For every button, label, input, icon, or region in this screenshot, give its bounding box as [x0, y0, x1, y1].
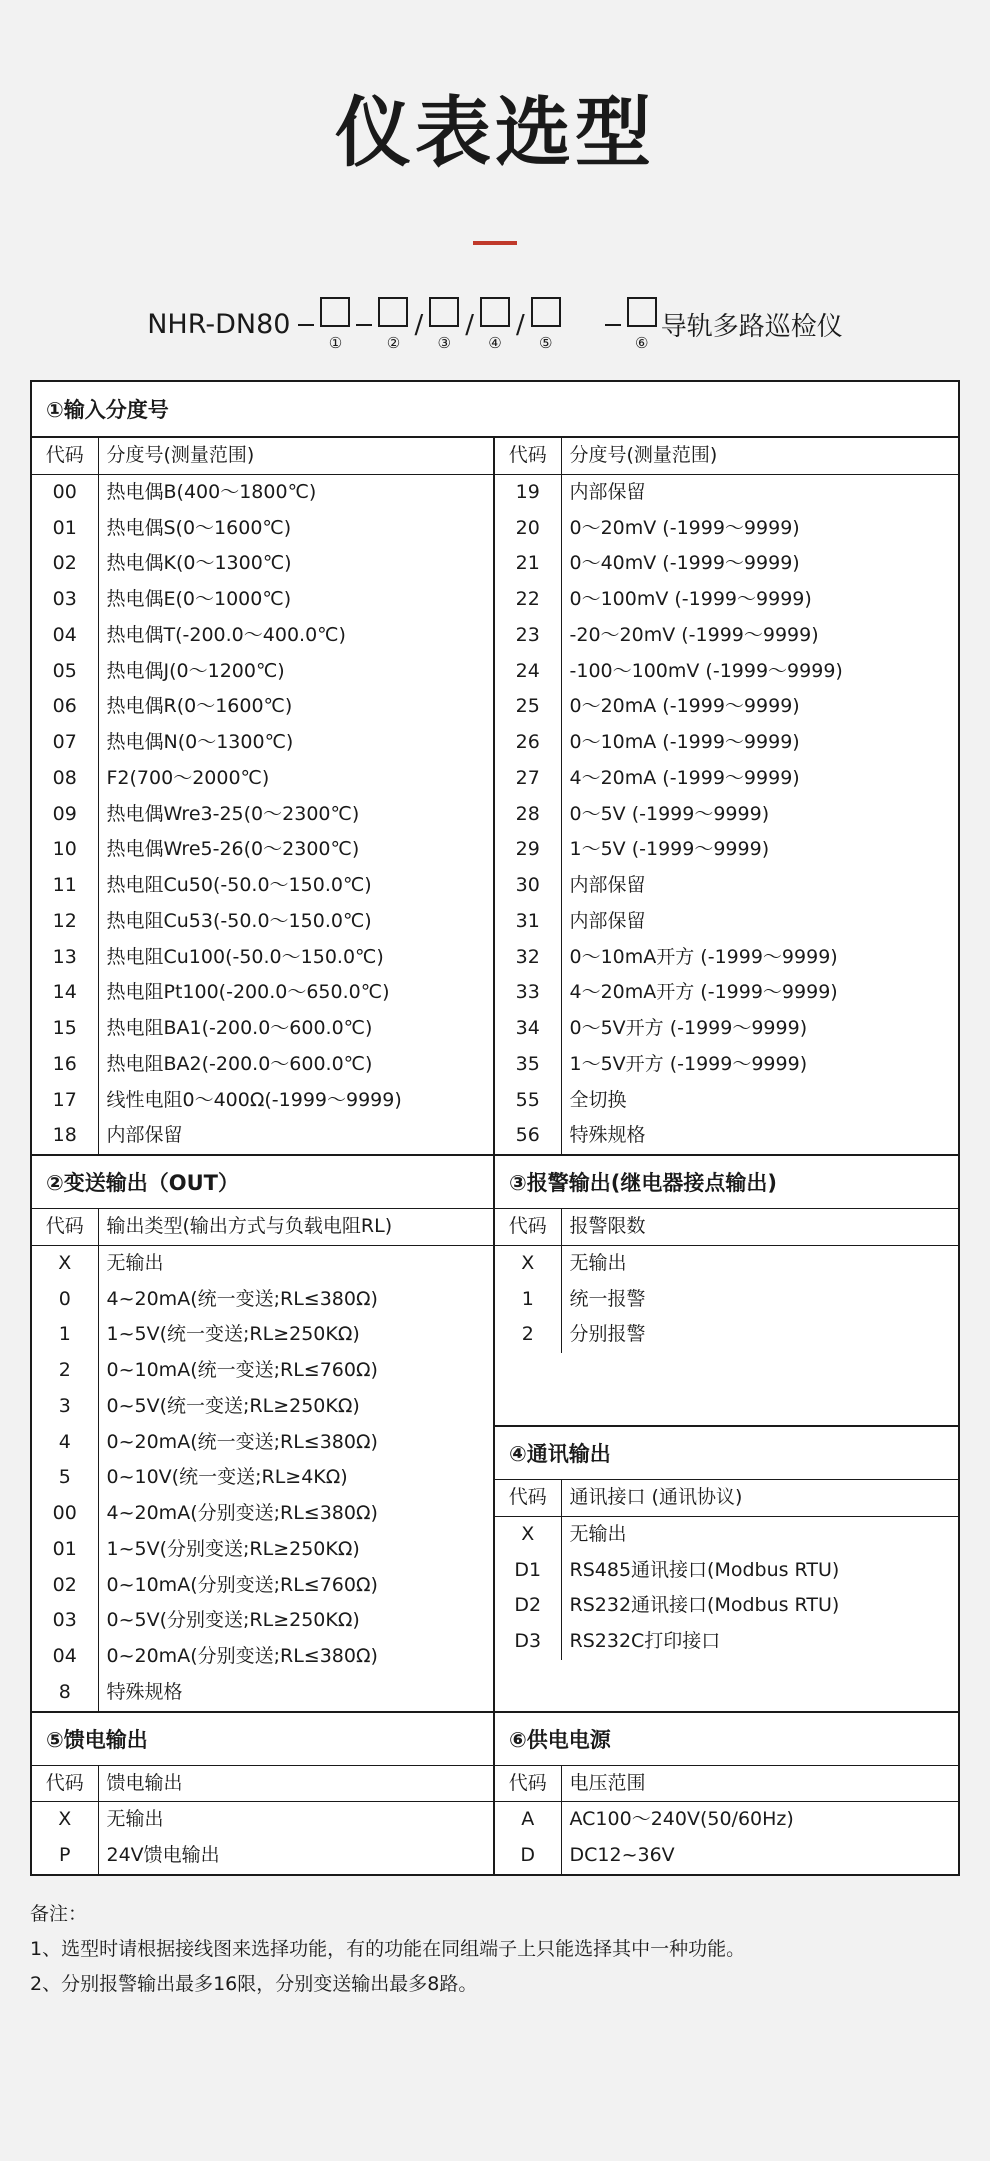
- row-value: 0～5V开方 (-1999～9999): [569, 1017, 808, 1039]
- col-header-code: 代码: [32, 438, 98, 474]
- row-code: 20: [495, 511, 561, 547]
- table-row: [32, 1425, 493, 1461]
- section-5-heading: ⑤馈电输出: [32, 1713, 493, 1766]
- table-row: [32, 689, 493, 725]
- table-row: [495, 1624, 958, 1660]
- row-code: 1: [495, 1282, 561, 1318]
- table-row: [495, 1047, 958, 1083]
- row-value: 热电偶R(0～1600℃): [106, 695, 293, 718]
- model-slash-3: /: [516, 309, 525, 340]
- model-dash-1: [298, 324, 314, 326]
- row-value: 0~10mA(分别变送;RL≤760Ω): [106, 1573, 378, 1596]
- table-row: [495, 1838, 958, 1874]
- row-value: 0~10mA(统一变送;RL≤760Ω): [106, 1359, 378, 1381]
- col-header-code: 代码: [32, 1209, 98, 1245]
- model-slot-box-6[interactable]: [627, 297, 657, 327]
- model-slot-box-4[interactable]: [480, 297, 510, 327]
- table-row: [495, 832, 958, 868]
- col-header-code: 代码: [495, 1209, 561, 1245]
- row-value: 内部保留: [106, 1124, 183, 1147]
- model-dash-2: [356, 324, 372, 326]
- row-value: 热电阻Cu100(-50.0～150.0℃): [106, 945, 384, 968]
- table-header-row: [495, 1209, 958, 1245]
- row-value: 0~20mA(统一变送;RL≤380Ω): [106, 1430, 378, 1453]
- table-row: [32, 1353, 493, 1389]
- row-value: 热电偶J(0～1200℃): [106, 659, 285, 682]
- row-code: 26: [495, 725, 561, 761]
- row-value: -20～20mV (-1999～9999): [569, 623, 819, 646]
- table-row: [495, 1588, 958, 1624]
- table-row: [32, 1011, 493, 1047]
- section-2-3-4-body: [32, 1154, 958, 1711]
- model-slot-number-5: ⑤: [539, 334, 553, 352]
- section-1-left-column: [32, 438, 495, 1154]
- model-slot-number-6: ⑥: [635, 334, 649, 352]
- note-line-1: 1、选型时请根据接线图来选择功能，有的功能在同组端子上只能选择其中一种功能。: [30, 1938, 746, 1960]
- row-code: 19: [495, 474, 561, 510]
- row-code: 01: [32, 511, 98, 547]
- row-code: 14: [32, 975, 98, 1011]
- row-value: 1~5V(分别变送;RL≥250KΩ): [106, 1537, 360, 1560]
- section-6-heading: ⑥供电电源: [495, 1713, 958, 1766]
- table-row: [32, 725, 493, 761]
- table-row: [495, 1317, 958, 1353]
- row-code: 00: [32, 1496, 98, 1532]
- section-1-body: [32, 438, 958, 1154]
- table-row: [32, 975, 493, 1011]
- row-code: 11: [32, 868, 98, 904]
- row-code: 18: [32, 1118, 98, 1154]
- table-row: [495, 511, 958, 547]
- row-code: 17: [32, 1083, 98, 1119]
- section-3-4-column: [495, 1156, 958, 1711]
- model-slot-number-3: ③: [437, 334, 451, 352]
- row-value: 24V馈电输出: [106, 1844, 220, 1866]
- row-code: 06: [32, 689, 98, 725]
- row-code: 23: [495, 618, 561, 654]
- col-header-value: 报警限数: [561, 1209, 958, 1245]
- row-value: F2(700～2000℃): [106, 766, 270, 789]
- row-value: 统一报警: [569, 1287, 646, 1310]
- table-row: [32, 1317, 493, 1353]
- row-code: A: [495, 1802, 561, 1838]
- note-line-2: 2、分别报警输出最多16限，分别变送输出最多8路。: [30, 1973, 478, 1996]
- model-slot-3[interactable]: [429, 297, 459, 352]
- table-row: [32, 654, 493, 690]
- row-code: D3: [495, 1624, 561, 1660]
- row-value: 热电偶T(-200.0～400.0℃): [106, 623, 346, 646]
- row-code: 32: [495, 940, 561, 976]
- section-5-table: [32, 1766, 493, 1874]
- row-value: 1～5V开方 (-1999～9999): [569, 1052, 808, 1075]
- model-prefix: NHR-DN80: [147, 309, 291, 340]
- row-code: 02: [32, 546, 98, 582]
- row-code: X: [32, 1245, 98, 1281]
- row-code: 55: [495, 1083, 561, 1119]
- model-slot-number-2: ②: [386, 334, 401, 352]
- row-value: 热电阻Cu50(-50.0～150.0℃): [106, 874, 372, 896]
- table-row: [32, 832, 493, 868]
- table-row: [495, 618, 958, 654]
- table-row: [495, 1282, 958, 1318]
- row-code: 09: [32, 797, 98, 833]
- row-value: 特殊规格: [569, 1124, 646, 1147]
- table-row: [495, 1011, 958, 1047]
- table-row: [32, 1118, 493, 1154]
- row-code: 56: [495, 1118, 561, 1154]
- table-row: [32, 797, 493, 833]
- table-row: [495, 940, 958, 976]
- table-row: [32, 940, 493, 976]
- col-header-code: 代码: [32, 1766, 98, 1802]
- section-1-left-table: [32, 438, 493, 1154]
- table-row: [495, 1553, 958, 1589]
- row-value: 热电偶E(0～1000℃): [106, 588, 292, 610]
- row-value: 4~20mA(统一变送;RL≤380Ω): [106, 1287, 378, 1310]
- row-code: 31: [495, 904, 561, 940]
- row-code: 25: [495, 689, 561, 725]
- row-value: 无输出: [569, 1522, 627, 1545]
- row-value: 热电偶Wre5-26(0～2300℃): [106, 838, 360, 861]
- row-code: 1: [32, 1317, 98, 1353]
- row-value: 0～40mV (-1999～9999): [569, 552, 800, 575]
- page-title: 仪表选型: [335, 88, 655, 177]
- row-value: 热电阻Cu53(-50.0～150.0℃): [106, 909, 372, 932]
- row-value: 0~10V(统一变送;RL≥4KΩ): [106, 1466, 348, 1489]
- row-value: 热电偶K(0～1300℃): [106, 552, 292, 575]
- row-code: 22: [495, 582, 561, 618]
- notes-block: [30, 1898, 960, 2002]
- row-value: 0～10mA开方 (-1999～9999): [569, 945, 838, 968]
- section-1-right-table: [495, 438, 958, 1154]
- col-header-code: 代码: [495, 1480, 561, 1516]
- col-header-code: 代码: [495, 438, 561, 474]
- table-header-row: [32, 1209, 493, 1245]
- row-code: 00: [32, 474, 98, 510]
- table-row: [495, 546, 958, 582]
- row-value: 全切换: [569, 1088, 627, 1111]
- table-row: [495, 1083, 958, 1119]
- section-5-column: [32, 1713, 495, 1874]
- table-row: [32, 1496, 493, 1532]
- row-value: DC12~36V: [569, 1844, 675, 1866]
- model-code-row: [0, 297, 990, 352]
- table-row: [32, 1083, 493, 1119]
- row-code: 35: [495, 1047, 561, 1083]
- row-value: 内部保留: [569, 909, 646, 932]
- table-row: [495, 868, 958, 904]
- row-value: RS232C打印接口: [569, 1630, 721, 1652]
- table-row: [495, 1516, 958, 1552]
- row-value: 无输出: [569, 1251, 627, 1274]
- row-value: 热电阻BA1(-200.0～600.0℃): [106, 1017, 373, 1039]
- row-value: 0~5V(统一变送;RL≥250KΩ): [106, 1394, 360, 1417]
- row-code: 04: [32, 618, 98, 654]
- table-row: [32, 582, 493, 618]
- section-2-column: [32, 1156, 495, 1711]
- table-row: [32, 1603, 493, 1639]
- model-slot-box-3[interactable]: [429, 297, 459, 327]
- row-code: 27: [495, 761, 561, 797]
- row-code: X: [495, 1245, 561, 1281]
- model-slot-box-2[interactable]: [378, 297, 408, 327]
- row-code: 24: [495, 654, 561, 690]
- row-code: 33: [495, 975, 561, 1011]
- row-code: 2: [32, 1353, 98, 1389]
- col-header-value: 分度号(测量范围): [561, 438, 958, 474]
- row-code: D2: [495, 1588, 561, 1624]
- row-value: 内部保留: [569, 874, 646, 896]
- model-slot-6[interactable]: [627, 297, 657, 352]
- table-row: [495, 1118, 958, 1154]
- section-2-heading: ②变送输出（OUT）: [32, 1156, 493, 1209]
- table-row: [32, 1282, 493, 1318]
- table-row: [495, 474, 958, 510]
- model-slot-2[interactable]: [378, 297, 408, 352]
- col-header-value: 通讯接口 (通讯协议): [561, 1480, 958, 1516]
- table-row: [32, 1460, 493, 1496]
- row-code: 34: [495, 1011, 561, 1047]
- title-divider: [473, 241, 517, 245]
- table-row: [495, 582, 958, 618]
- table-row: [495, 761, 958, 797]
- row-value: -100～100mV (-1999～9999): [569, 659, 843, 682]
- row-value: 0～100mV (-1999～9999): [569, 588, 812, 610]
- row-code: 10: [32, 832, 98, 868]
- model-slot-1[interactable]: [320, 297, 350, 352]
- col-header-value: 分度号(测量范围): [98, 438, 493, 474]
- col-header-value: 电压范围: [561, 1766, 958, 1802]
- row-value: 0～10mA (-1999～9999): [569, 731, 800, 753]
- row-code: D1: [495, 1553, 561, 1589]
- row-value: 内部保留: [569, 480, 646, 503]
- table-row: [495, 1245, 958, 1281]
- table-header-row: [495, 1480, 958, 1516]
- row-value: 热电偶B(400～1800℃): [106, 480, 317, 503]
- row-value: 4～20mA (-1999～9999): [569, 766, 800, 789]
- row-value: 无输出: [106, 1808, 164, 1831]
- row-value: 0～5V (-1999～9999): [569, 802, 770, 825]
- row-code: 21: [495, 546, 561, 582]
- table-header-row: [495, 438, 958, 474]
- row-code: 13: [32, 940, 98, 976]
- row-value: 0～20mA (-1999～9999): [569, 695, 800, 718]
- row-code: 02: [32, 1568, 98, 1604]
- table-row: [32, 1568, 493, 1604]
- row-code: P: [32, 1838, 98, 1874]
- row-code: 29: [495, 832, 561, 868]
- section-2-table: [32, 1209, 493, 1711]
- row-value: 0～20mV (-1999～9999): [569, 516, 800, 539]
- section-3-spacer: [495, 1353, 958, 1427]
- section-5-6-body: [32, 1711, 958, 1874]
- row-value: 1～5V (-1999～9999): [569, 838, 770, 861]
- table-row: [495, 1802, 958, 1838]
- model-slot-number-4: ④: [488, 334, 502, 352]
- row-value: 热电阻Pt100(-200.0～650.0℃): [106, 981, 390, 1004]
- row-value: 4~20mA(分别变送;RL≤380Ω): [106, 1502, 378, 1524]
- table-header-row: [32, 1766, 493, 1802]
- row-code: 30: [495, 868, 561, 904]
- model-slash-1: /: [414, 309, 424, 340]
- row-code: 2: [495, 1317, 561, 1353]
- table-row: [32, 868, 493, 904]
- section-6-column: [495, 1713, 958, 1874]
- section-4-table: [495, 1480, 958, 1660]
- row-value: 1~5V(统一变送;RL≥250KΩ): [106, 1323, 360, 1346]
- row-value: AC100～240V(50/60Hz): [569, 1808, 794, 1831]
- row-value: 0~5V(分别变送;RL≥250KΩ): [106, 1609, 360, 1632]
- table-row: [32, 546, 493, 582]
- row-value: RS485通讯接口(Modbus RTU): [569, 1558, 840, 1581]
- row-value: 线性电阻0～400Ω(-1999～9999): [106, 1088, 402, 1111]
- row-value: 0~20mA(分别变送;RL≤380Ω): [106, 1645, 378, 1667]
- row-code: 08: [32, 761, 98, 797]
- table-row: [32, 1047, 493, 1083]
- col-header-code: 代码: [495, 1766, 561, 1802]
- row-code: 05: [32, 654, 98, 690]
- model-suffix: 导轨多路巡检仪: [660, 312, 843, 342]
- section-1-heading: ①输入分度号: [32, 382, 958, 438]
- row-code: 03: [32, 1603, 98, 1639]
- table-row: [32, 474, 493, 510]
- section-4-heading: ④通讯输出: [495, 1427, 958, 1480]
- notes-label: 备注：: [30, 1902, 88, 1925]
- table-row: [495, 797, 958, 833]
- table-header-row: [32, 438, 493, 474]
- table-row: [32, 1802, 493, 1838]
- row-code: X: [32, 1802, 98, 1838]
- row-code: D: [495, 1838, 561, 1874]
- section-6-table: [495, 1766, 958, 1874]
- row-value: 分别报警: [569, 1323, 646, 1346]
- row-code: 16: [32, 1047, 98, 1083]
- model-slot-box-5[interactable]: [531, 297, 561, 327]
- model-dash-3: [605, 324, 621, 326]
- model-slot-number-1: ①: [328, 334, 343, 352]
- row-value: 热电偶S(0～1600℃): [106, 516, 292, 539]
- table-row: [32, 1838, 493, 1874]
- col-header-value: 输出类型(输出方式与负载电阻RL): [98, 1209, 493, 1245]
- row-code: 03: [32, 582, 98, 618]
- table-row: [32, 1639, 493, 1675]
- table-row: [32, 1245, 493, 1281]
- row-value: 4～20mA开方 (-1999～9999): [569, 981, 838, 1004]
- row-code: 01: [32, 1532, 98, 1568]
- model-slot-4[interactable]: [480, 297, 510, 352]
- row-code: 28: [495, 797, 561, 833]
- table-row: [495, 904, 958, 940]
- section-1-right-column: [495, 438, 958, 1154]
- model-slot-5[interactable]: [531, 297, 561, 352]
- row-value: RS232通讯接口(Modbus RTU): [569, 1594, 840, 1617]
- row-code: X: [495, 1516, 561, 1552]
- row-code: 4: [32, 1425, 98, 1461]
- col-header-value: 馈电输出: [98, 1766, 493, 1802]
- table-row: [32, 1532, 493, 1568]
- table-row: [32, 618, 493, 654]
- table-row: [495, 654, 958, 690]
- section-3-heading: ③报警输出(继电器接点输出): [495, 1156, 958, 1209]
- row-value: 特殊规格: [106, 1680, 183, 1703]
- section-4-filler: [495, 1660, 958, 1711]
- table-row: [495, 975, 958, 1011]
- row-code: 5: [32, 1460, 98, 1496]
- row-value: 热电偶Wre3-25(0～2300℃): [106, 802, 360, 825]
- table-row: [32, 511, 493, 547]
- selection-table: [30, 380, 960, 1876]
- row-code: 07: [32, 725, 98, 761]
- model-slash-2: /: [465, 309, 474, 340]
- table-row: [32, 1675, 493, 1711]
- section-3-table: [495, 1209, 958, 1353]
- row-code: 12: [32, 904, 98, 940]
- table-row: [495, 725, 958, 761]
- row-code: 3: [32, 1389, 98, 1425]
- row-value: 无输出: [106, 1251, 164, 1274]
- table-header-row: [495, 1766, 958, 1802]
- model-slot-box-1[interactable]: [320, 297, 350, 327]
- table-row: [32, 1389, 493, 1425]
- row-code: 8: [32, 1675, 98, 1711]
- table-row: [495, 689, 958, 725]
- row-value: 热电阻BA2(-200.0～600.0℃): [106, 1052, 373, 1075]
- row-code: 15: [32, 1011, 98, 1047]
- row-code: 0: [32, 1282, 98, 1318]
- row-code: 04: [32, 1639, 98, 1675]
- table-row: [32, 904, 493, 940]
- row-value: 热电偶N(0～1300℃): [106, 731, 294, 753]
- table-row: [32, 761, 493, 797]
